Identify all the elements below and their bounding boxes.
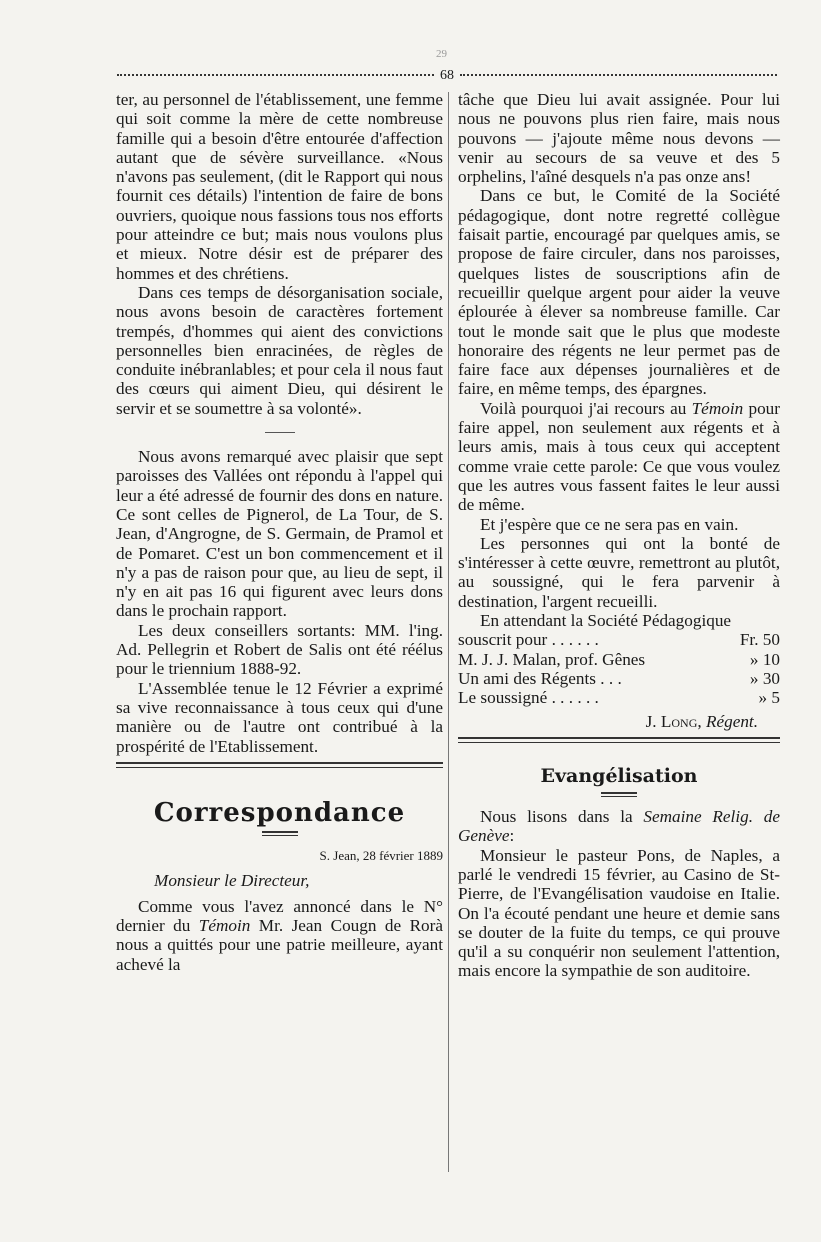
ornament	[262, 831, 298, 836]
paragraph: Comme vous l'avez annoncé dans le N° dernier du Témoin Mr. Jean Cougn de Rorà nous a quittés pour une patrie meilleure, ayant achevé la	[116, 896, 443, 974]
paragraph: Dans ces temps de désorganisation sociale, nous avons besoin de caractères fortement trempés, d'hommes qui aient des convictions personnelles bien enracinées, de règles de conduite inébranlables; et pour cela il nous faut des cœurs qui aiment Dieu, qui désirent le servir et se soumettre à sa volonté».	[116, 282, 443, 418]
section-title-correspondance: Correspondance	[153, 797, 406, 828]
dateline: S. Jean, 28 février 1889	[319, 848, 443, 864]
paragraph: ter, au personnel de l'établissement, une femme qui soit comme la mère de cette nombreuse famille qui a besoin d'être entourée d'affection autant que de sévère surveillance. «Nous n'avons pas seulement, (dit le Rapport qui nous fournit ces détails) l'intention de faire de bons ouvriers, quoique nous fassions tous nos efforts pour atteindre ce but; mais nous voulons plus et mieux. Notre désir est de préparer des hommes et des chrétiens.	[116, 90, 443, 283]
signature: J. Long, Régent.	[645, 711, 758, 731]
column-divider	[448, 92, 449, 1172]
section-title-evangelisation: Evangélisation	[540, 764, 698, 787]
paragraph: Voilà pourquoi j'ai recours au Témoin pour faire appel, non seulement aux régents et à leurs amis, mais à tous ceux qui acceptent comme vraie cette parole: Ce que vous voulez que les autres vous fassent faites le leur aussi de même.	[458, 398, 780, 515]
list-item: Un ami des Régents . . . » 30	[458, 668, 780, 688]
list-item: souscrit pour . . . . . . Fr. 50	[458, 630, 780, 650]
section-rule	[458, 737, 780, 743]
ornament	[601, 792, 637, 797]
paragraph: Nous avons remarqué avec plaisir que sept paroisses des Vallées ont répondu à l'appel qui leur a été adressé de fournir des dons en nature. Ce sont celles de Pignerol, de La Tour, de S. Jean, d'Angrogne, de S. Germain, de Pramol et de Pomaret. C'est un bon commencement et il n'y a pas de raison pour que, au lieu de sept, il n'y en ait pas 16 qui figurent avec leurs dons dans le prochain rapport.	[116, 447, 443, 621]
page-header	[117, 66, 777, 86]
section-rule	[116, 762, 443, 768]
right-column	[458, 90, 780, 981]
paragraph: Les deux conseillers sortants: MM. l'ing. Ad. Pellegrin et Robert de Salis ont été réélus pour le triennium 1888-92.	[116, 620, 443, 679]
header-rule-right	[460, 74, 777, 82]
paragraph: Monsieur le pasteur Pons, de Naples, a parlé le vendredi 15 février, au Casino de St-Pierre, de l'Evangélisation vaudoise en Italie. On l'a écouté pendant une heure et demie sans se douter de la fuite du temps, ce qui prouve qu'il a su conquérir non seulement l'attention, mais encore la sympathie de son auditoire.	[458, 845, 780, 981]
paragraph: Nous lisons dans la Semaine Relig. de Genève:	[458, 807, 780, 846]
separator	[265, 432, 295, 433]
subscription-list	[458, 630, 780, 707]
paragraph: En attendant la Société Pédagogique	[480, 611, 732, 631]
left-column	[116, 90, 443, 974]
list-item: Le soussigné . . . . . . » 5	[458, 688, 780, 708]
page-stamp: 29	[436, 48, 447, 60]
paragraph: Les personnes qui ont la bonté de s'intéresser à cette œuvre, remettront au plutôt, au soussigné, qui le fera parvenir à destination, l'argent recueilli.	[458, 533, 780, 611]
page-number: 68	[440, 68, 454, 83]
paragraph: Et j'espère que ce ne sera pas en vain.	[480, 514, 739, 534]
paragraph: L'Assemblée tenue le 12 Février a exprimé sa vive reconnaissance à tous ceux qui d'une manière ou de l'autre ont contribué à la prospérité de l'Etablissement.	[116, 678, 443, 756]
paragraph: tâche que Dieu lui avait assignée. Pour lui nous ne pouvons plus rien faire, mais nous pouvons — j'ajoute même nous devons — venir au secours de sa veuve et des 5 orphelins, l'aîné desquels n'a pas onze ans!	[458, 90, 780, 187]
paragraph: Dans ce but, le Comité de la Société pédagogique, dont notre regretté collègue faisait partie, encouragé par quelques amis, se propose de faire circuler, dans nos paroisses, quelques listes de souscriptions afin de recueillir quelque argent pour aider la veuve éplourée à élever sa nombreuse famille. Car tout le monde sait que le plus que modeste honoraire des régents ne leur permet pas de faire face aux dépenses journalières et de faire, en même temps, des épargnes.	[458, 186, 780, 399]
header-rule-left	[117, 74, 434, 82]
list-item: M. J. J. Malan, prof. Gênes » 10	[458, 649, 780, 669]
salutation: Monsieur le Directeur,	[154, 871, 310, 891]
